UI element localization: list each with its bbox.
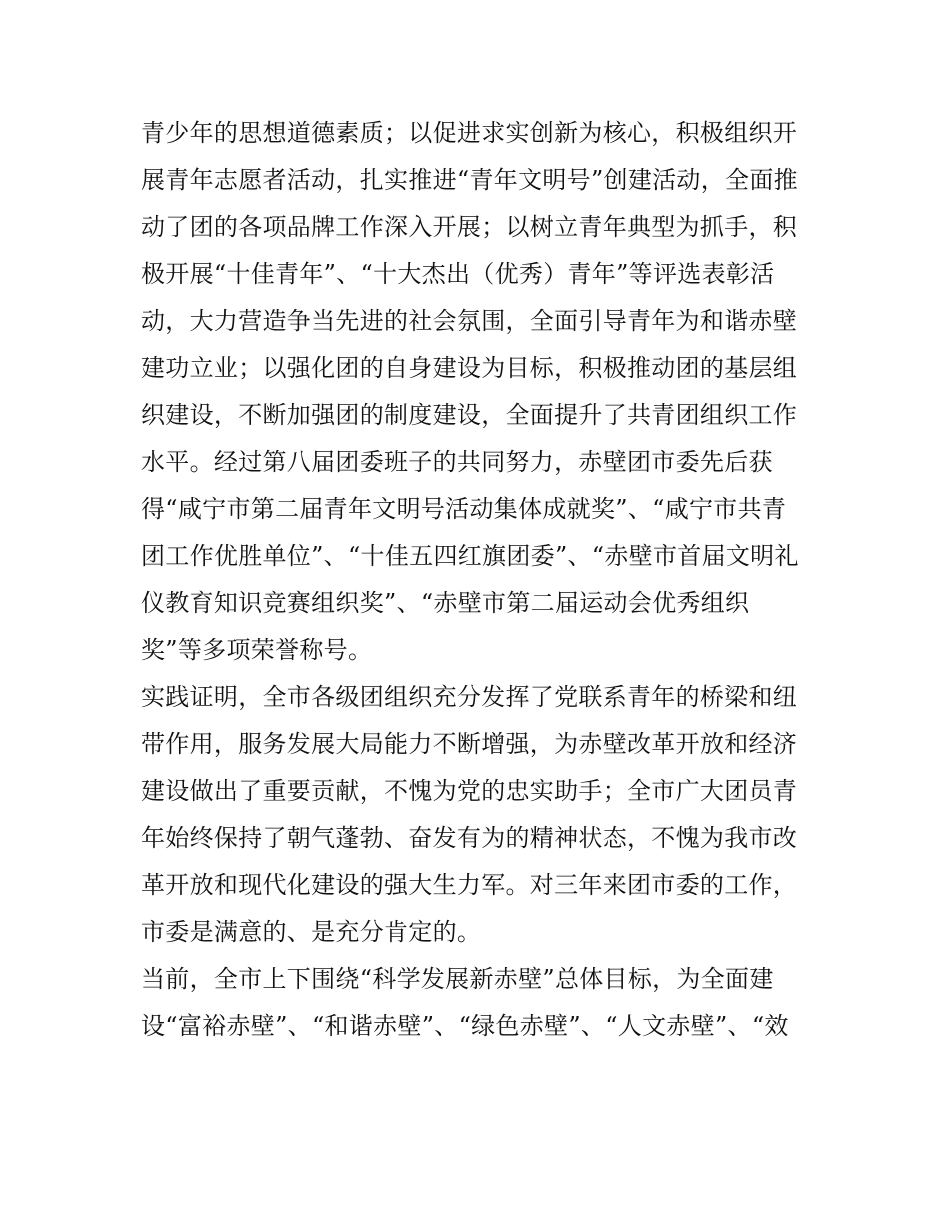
text-line: 极开展“十佳青年”、“十大杰出（优秀）青年”等评选表彰活 [141,260,775,288]
text-line: 展青年志愿者活动，扎实推进“青年文明号”创建活动，全面推 [141,166,798,194]
text-line: 得“咸宁市第二届青年文明号活动集体成就奖”、“咸宁市共青 [141,495,787,523]
text-line: 奖”等多项荣誉称号。 [141,636,373,664]
text-line: 青少年的思想道德素质；以促进求实创新为核心，积极组织开 [141,119,798,147]
text-line: 年始终保持了朝气蓬勃、奋发有为的精神状态，不愧为我市改 [141,824,798,852]
text-line: 实践证明，全市各级团组织充分发挥了党联系青年的桥梁和纽 [141,683,798,711]
text-line: 织建设，不断加强团的制度建设，全面提升了共青团组织工作 [141,401,798,429]
text-line: 市委是满意的、是充分肯定的。 [141,918,482,946]
text-line: 团工作优胜单位”、“十佳五四红旗团委”、“赤壁市首届文明礼 [141,542,799,570]
body-text [141,110,831,1050]
text-line: 当前，全市上下围绕“科学发展新赤壁”总体目标，为全面建 [141,965,774,993]
text-line: 动，大力营造争当先进的社会氛围，全面引导青年为和谐赤壁 [141,307,798,335]
text-line: 带作用，服务发展大局能力不断增强，为赤壁改革开放和经济 [141,730,798,758]
text-line: 革开放和现代化建设的强大生力军。对三年来团市委的工作， [141,871,798,899]
text-line: 仪教育知识竞赛组织奖”、“赤壁市第二届运动会优秀组织 [141,589,750,617]
text-line: 建功立业；以强化团的自身建设为目标，积极推动团的基层组 [141,354,798,382]
text-line: 建设做出了重要贡献，不愧为党的忠实助手；全市广大团员青 [141,777,798,805]
text-line: 动了团的各项品牌工作深入开展；以树立青年典型为抓手，积 [141,213,798,241]
text-line: 水平。经过第八届团委班子的共同努力，赤壁团市委先后获 [141,448,773,476]
text-line: 设“富裕赤壁”、“和谐赤壁”、“绿色赤壁”、“人文赤壁”、“效 [141,1012,789,1040]
